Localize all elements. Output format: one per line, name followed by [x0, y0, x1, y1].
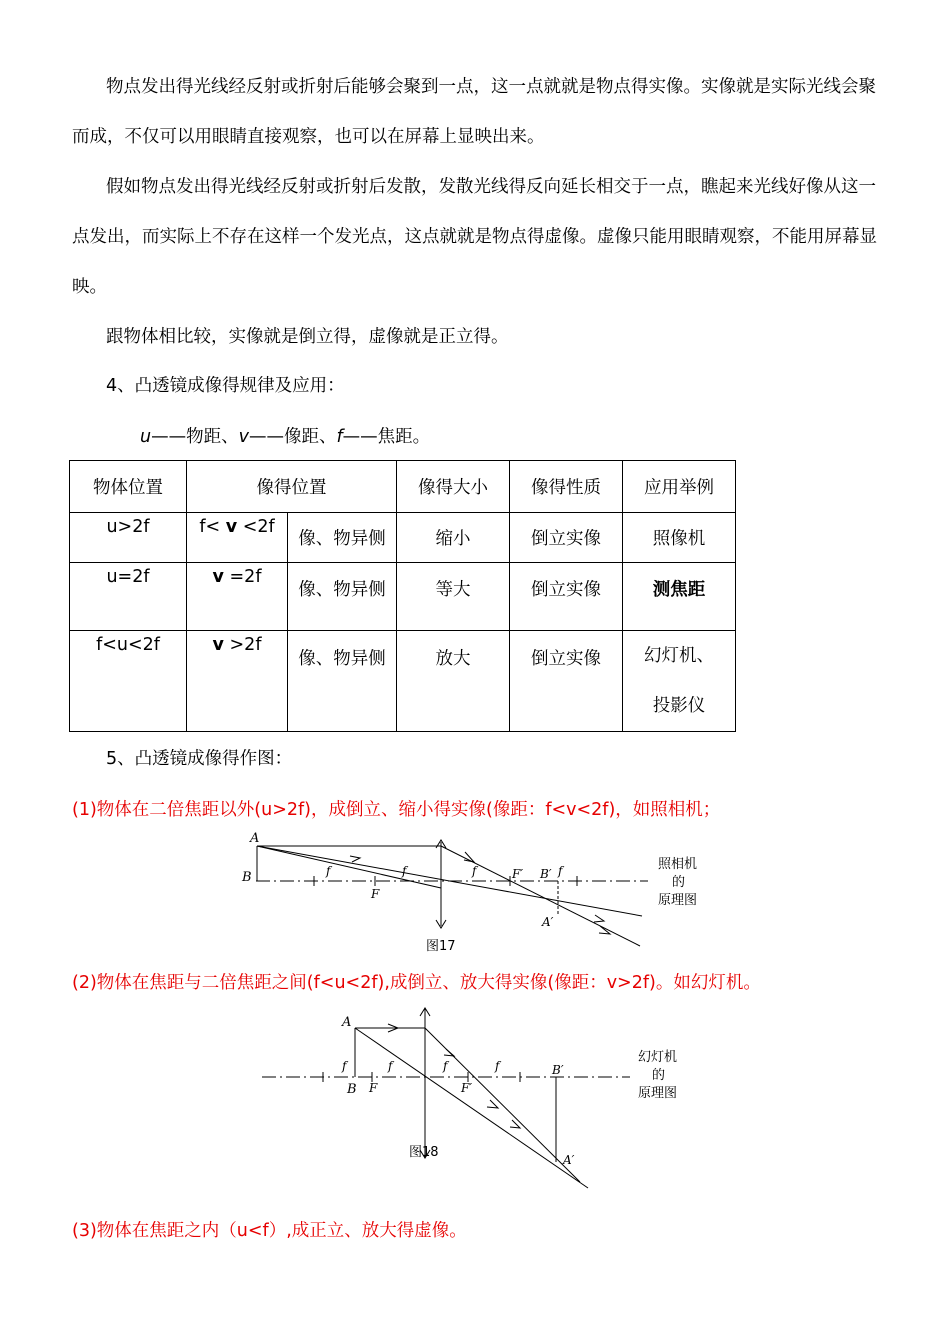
label-A: A: [250, 831, 260, 846]
cell-side: 像、物异侧: [288, 631, 397, 732]
cell-use: 照像机: [623, 513, 736, 563]
table-row: [70, 513, 736, 563]
paragraph-comparison: [72, 312, 880, 362]
case3-text: (3)物体在焦距之内（u<f）,成正立、放大得虚像。: [72, 1221, 467, 1241]
figure17-caption: 图17: [426, 939, 456, 954]
table-row: [70, 563, 736, 631]
image-distance-pre: f<: [199, 517, 221, 537]
label-f-2: f: [388, 1059, 393, 1073]
label-f-4: f: [558, 864, 563, 878]
label-f-4: f: [495, 1059, 500, 1073]
label-F: F: [371, 887, 380, 901]
legend-f: f: [336, 427, 343, 447]
side-note-1: 幻灯机: [638, 1050, 678, 1065]
image-distance-symbol: v: [225, 517, 238, 537]
cell-nature: 倒立实像: [510, 631, 623, 732]
legend-line: [140, 424, 430, 450]
header-image-nature: 像得性质: [510, 461, 623, 513]
label-f-3: f: [472, 864, 477, 878]
label-B-prime: B′: [540, 867, 552, 881]
table-row: [70, 631, 736, 732]
side-note-1: 照相机: [658, 857, 698, 872]
header-object-position: 物体位置: [70, 461, 187, 513]
paragraph-virtual-image-text: 假如物点发出得光线经反射或折射后发散，发散光线得反向延长相交于一点，瞧起来光线好像从这一点发出，而实际上不存在这样一个发光点，这点就就是物点得虚像。虚像只能用眼睛观察，不能用屏幕显映。: [72, 177, 877, 297]
figure18-caption: 图18: [409, 1145, 439, 1160]
paragraph-real-image-text: 物点发出得光线经反射或折射后能够会聚到一点，这一点就就是物点得实像。实像就是实际光线会聚而成，不仅可以用眼睛直接观察，也可以在屏幕上显映出来。: [72, 77, 876, 147]
side-note-3: 原理图: [638, 1086, 678, 1101]
cell-image-distance: [187, 513, 288, 563]
side-note-3: 原理图: [658, 893, 698, 908]
label-B-prime: B′: [552, 1063, 564, 1077]
cell-nature: 倒立实像: [510, 563, 623, 631]
cell-use: [623, 631, 736, 732]
cell-image-distance: [187, 563, 288, 631]
label-F: F: [369, 1081, 378, 1095]
case2-text: (2)物体在焦距与二倍焦距之间(f<u<2f),成倒立、放大得实像(像距：v>2f)。如幻灯机。: [72, 973, 761, 993]
label-F-prime: F′: [461, 1081, 473, 1095]
label-A: A: [342, 1015, 352, 1030]
label-f-2: f: [402, 864, 407, 878]
table-header-row: [70, 461, 736, 513]
case1-text: (1)物体在二倍焦距以外(u>2f)，成倒立、缩小得实像(像距：f<v<2f)，如照相机；: [72, 800, 721, 820]
cell-use-line2: 投影仪: [652, 696, 706, 716]
legend-f-text: ——焦距。: [342, 427, 431, 447]
header-application: 应用举例: [623, 461, 736, 513]
section5-heading: 5、凸透镜成像得作图：: [106, 749, 293, 769]
legend-u-text: ——物距、: [151, 427, 239, 447]
legend-v: v: [238, 427, 249, 447]
cell-size: 缩小: [397, 513, 510, 563]
cell-nature: 倒立实像: [510, 513, 623, 563]
label-B: B: [347, 1082, 357, 1097]
cell-object: f<u<2f: [70, 631, 187, 732]
cell-use-line1: 幻灯机、: [644, 646, 714, 666]
side-note-2: 的: [652, 1068, 666, 1083]
cell-side: 像、物异侧: [288, 563, 397, 631]
paragraph-comparison-text: 跟物体相比较，实像就是倒立得，虚像就是正立得。: [106, 327, 509, 347]
figure18-diagram: [258, 1004, 698, 1190]
header-image-position: 像得位置: [187, 461, 397, 513]
label-A-prime: A′: [563, 1153, 575, 1167]
cell-object: u>2f: [70, 513, 187, 563]
label-f-3: f: [443, 1059, 448, 1073]
label-A-prime: A′: [542, 915, 554, 929]
ray-center: [355, 1028, 588, 1188]
label-B: B: [242, 870, 252, 885]
figure17-diagram: [230, 828, 720, 958]
label-f-1: f: [326, 864, 331, 878]
legend-v-text: ——像距、: [248, 427, 337, 447]
cell-side: 像、物异侧: [288, 513, 397, 563]
cell-image-distance: [187, 631, 288, 732]
paragraph-real-image: [72, 62, 880, 162]
cell-use: 测焦距: [623, 563, 736, 631]
paragraph-virtual-image: [72, 162, 880, 312]
image-distance-symbol: v: [212, 635, 224, 655]
image-distance-post: <2f: [242, 517, 275, 537]
cell-size: 放大: [397, 631, 510, 732]
image-distance-symbol: v: [212, 567, 224, 587]
ray-focus: [257, 846, 441, 888]
legend-u: u: [140, 427, 152, 447]
cell-object: u=2f: [70, 563, 187, 631]
label-F-prime: F′: [512, 867, 524, 881]
header-image-size: 像得大小: [397, 461, 510, 513]
section4-heading: 4、凸透镜成像得规律及应用：: [106, 376, 345, 396]
label-f-1: f: [342, 1059, 347, 1073]
cell-size: 等大: [397, 563, 510, 631]
image-distance-post: =2f: [229, 567, 262, 587]
image-distance-post: >2f: [229, 635, 262, 655]
imaging-rules-table: [69, 460, 736, 732]
side-note-2: 的: [672, 875, 686, 890]
